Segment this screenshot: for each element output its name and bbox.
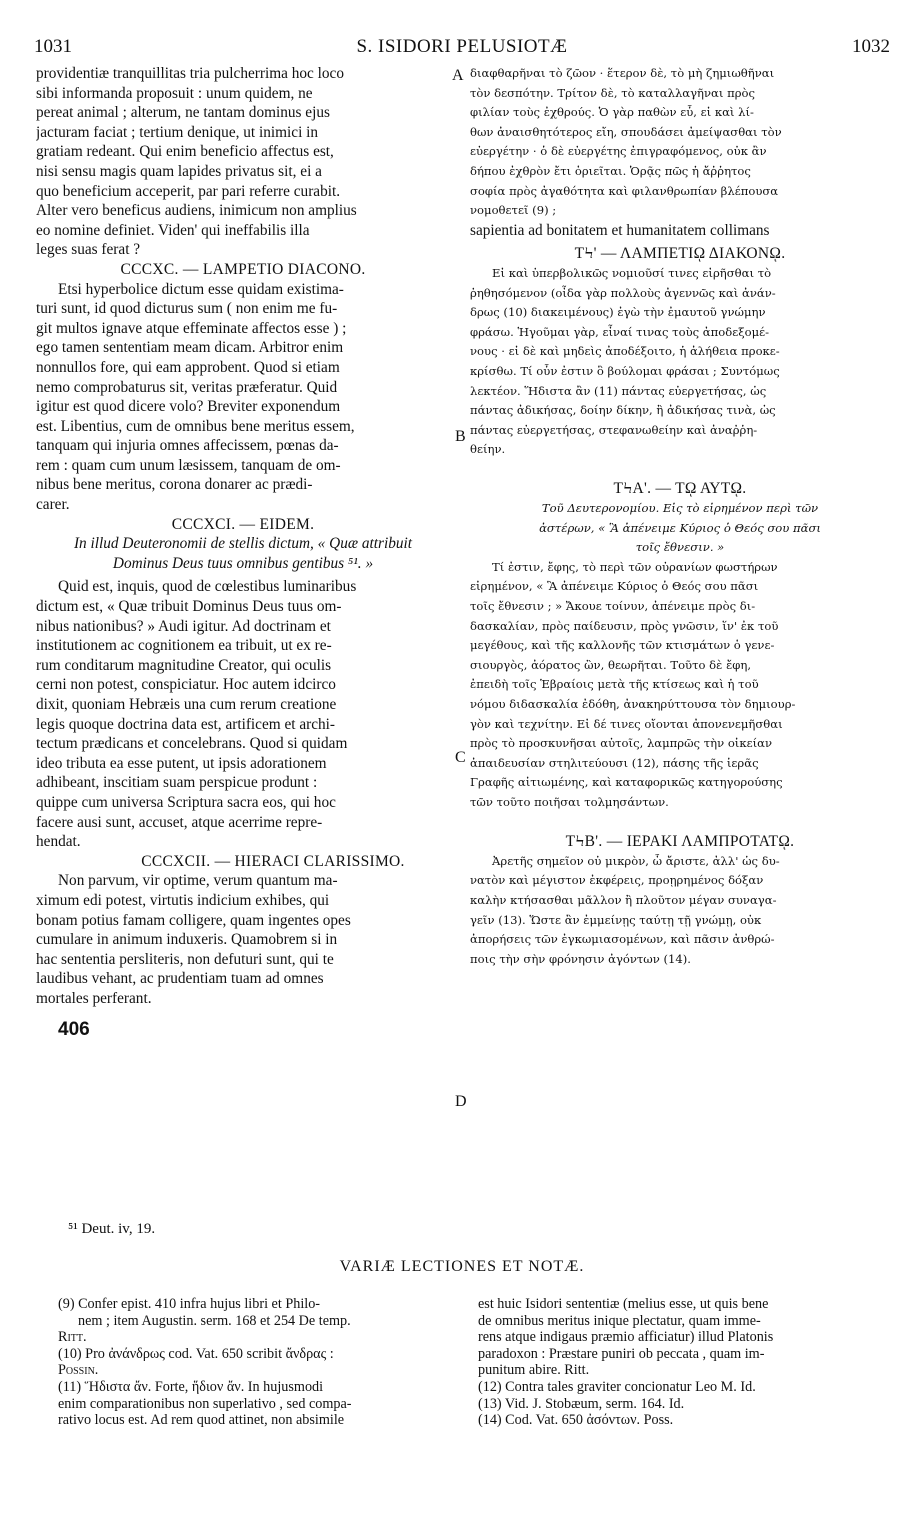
text-line: nisi sensu magis quam lapides privatus sit, ei a [36,162,322,180]
page-number-right: 1032 [852,36,890,57]
greek-391-body [470,558,890,813]
text-line: νατὸν καὶ μέγιστον ἐκφέρεις, προῃρημένος δόξαν [470,873,764,888]
text-line: νομοθετεῖ (9) ; [470,203,557,218]
text-line: cerni non potest, conspiciatur. Hoc autem idcirco [36,676,336,694]
notes-left-column [58,1296,458,1429]
text-line: sibi informanda proposuit : unum quidem, ne [36,84,313,102]
text-line: σιουργὸς, ἀόρατος ὢν, θεωρῆται. Τοῦτο δὲ ἔφη, [470,657,752,672]
latin-intro [36,64,450,260]
note-line: paradoxon : Præstare puniri ob peccata , quam im- [478,1345,765,1362]
text-line: εὐεργέτην · ὁ δὲ εὐεργέτης ἐπιγραφόμενος, οὐκ ἂν [470,144,767,159]
text-line: τὸν δεσπότην. Τρίτον δὲ, τὸ καταλλαγῆναι πρὸς [470,85,756,100]
margin-letter-b: B [455,428,466,445]
text-line: Τί ἐστιν, ἔφης, τὸ περὶ τῶν οὐρανίων φωστήρων [492,559,778,574]
greek-392-body [470,852,890,970]
page-number-left: 1031 [34,36,72,57]
text-line: gratiam redeant. Qui enim beneficio affectus est, [36,143,334,161]
text-line: tanquam qui injuria omnes affecissem, pœnas da- [36,437,339,455]
text-line: φιλίαν τοὺς ἐχθρούς. Ὁ γὰρ παθὼν εὖ, εἰ καὶ λί- [470,105,754,120]
greek-subtitle-line: Τοῦ Δευτερονομίου. Εἰς τὸ εἰρημένον περὶ τῶν [541,501,819,516]
note-line: Ritt. [58,1329,87,1346]
text-line: hendat. [36,833,81,851]
running-header [34,36,890,60]
text-line: δήπου ἐχθρὸν ἔτι ὁριεῖται. Ὁρᾷς πῶς ἡ ἄῤῥητος [470,163,751,178]
note-line: (12) Contra tales graviter concionatur Leo M. Id. [478,1378,756,1395]
text-line: rem : quam cum unum læsissem, tanquam de om- [36,456,341,474]
note-line: nem ; item Augustin. serm. 168 et 254 De temp. [78,1312,351,1329]
text-line: δασκαλίαν, πρὸς παίδευσιν, πρὸς γνῶσιν, ἵν' ἐκ τοῦ [470,618,779,633]
text-line: hac sententia persliteris, non defuturi sunt, qui te [36,950,334,968]
latin-column [36,64,450,1009]
text-line: bonam potius famam colligere, quam ingentes opes [36,911,351,929]
text-line: legis quoque doctrina data est, artificem et archi- [36,715,336,733]
notes-right-column [478,1296,894,1429]
greek-heading-392: ΤϞΒ'. — ΙΕΡΑΚΙ ΛΑΜΠΡΟΤΑΤῼ. [565,833,795,851]
letter-heading-391: CCCXCI. — EIDEM. [171,515,315,533]
text-line: ἐπειδὴ τοῖς Ἑβραίοις μετὰ τῆς κτίσεως καὶ ἡ τοῦ [470,677,759,692]
text-line: Etsi hyperbolice dictum esse quidam existima- [58,280,344,298]
text-line: est. Libentius, cum de omnibus bene meritus essem, [36,417,355,435]
text-line: Εἰ καὶ ὑπερβολικῶς νομιοῦσί τινες εἰρῆσθαι τὸ [492,265,772,280]
column-number: 406 [58,1019,90,1040]
note-line: est huic Isidori sententiæ (melius esse, ut quis bene [478,1296,769,1312]
greek-heading-391: ΤϞΑ'. — Τῼ ΑΥΤῼ. [613,480,747,498]
text-line: rum conditarum magnitudine Creator, qui oculis [36,656,332,674]
text-line: ποις τὴν σὴν φρόνησιν ἀγόντων (14). [470,951,691,966]
letter-heading-390: CCCXC. — LAMPETIO DIACONO. [120,260,366,278]
text-line: καλὴν κτήσασθαι μᾶλλον ἢ πλοῦτον μέγαν συναγα- [470,892,777,907]
greek-390-body [470,264,890,460]
letter-391-body [36,577,450,851]
letter-392-body [36,871,450,1008]
greek-subtitle-line: ἀστέρων, « Ἃ ἀπένειμε Κύριος ὁ Θεός σου πᾶσι [539,520,821,535]
text-line: δρως (10) διακειμένους) ἐγὼ τὴν ἐμαυτοῦ γνώμην [470,305,766,320]
note-line: (9) Confer epist. 410 infra hujus libri et Philo- [58,1296,321,1312]
text-line: nonnullos fore, qui eam approbent. Quod si etiam [36,358,340,376]
greek-subtitle-line: τοῖς ἔθνεσιν. » [635,540,725,555]
note-line: Possin. [58,1362,99,1379]
text-line: θων ἀναισθητότερος εἴη, σπουδάσει ἀμείψασθαι τὸν [470,124,782,139]
text-line: πάντας ἀδικήσας, δοίην δίκην, ἢ ἀδικήσας τινὰ, ὡς [470,403,776,418]
text-line: γὸν καὶ τεχνίτην. Εἰ δέ τινες οἴονται ἀπονενεμῆσθαι [470,716,783,731]
text-line: νόμου διδασκαλία ἐδόθη, ἀνακηρύττουσα τὸν δημιουρ- [470,697,796,711]
text-line: τοῖς ἔθνεσιν ; » Ἄκουε τοίνυν, ἀπένειμε πρὸς δι- [470,599,756,614]
text-line: mortales perferant. [36,989,152,1007]
margin-letter-c: C [455,749,466,766]
footnote: ⁵¹ Deut. iv, 19. [68,1221,156,1237]
text-line: igitur est quod dicere volo? Breviter exponendum [36,398,341,416]
text-line: Non parvum, vir optime, verum quantum ma- [58,872,338,890]
text-line: adhibeant, inscitiam suam perspicue produnt : [36,774,318,792]
note-line: rativo locus est. Ad rem quod attinet, non absimile [58,1412,345,1429]
text-line: σοφία πρὸς ἀγαθότητα καὶ φιλανθρωπίαν βλέπουσα [470,183,779,198]
text-line: leges suas ferat ? [36,241,141,259]
text-line: quo beneficium acceperit, par pari referre curabit. [36,182,341,200]
text-line: nemo comprobaturus sit, veritas præferatur. Quid [36,378,338,396]
text-line: git multos ignave atque effeminate affectos esse ) ; [36,319,347,337]
greek-intro [470,64,890,240]
greek-heading-390: ΤϞ' — ΛΑΜΠΕΤΙῼ ΔΙΑΚΟΝῼ. [574,245,786,263]
note-line: rens atque indigaus præmio afficiatur) illud Platonis [478,1329,774,1346]
text-line: sapientia ad bonitatem et humanitatem collimans [470,221,770,239]
text-line: Quid est, inquis, quod de cœlestibus luminaribus [58,578,357,596]
text-line: quippe cum universa Scriptura sacra eos, qui hoc [36,793,336,811]
note-line: (13) Vid. J. Stobæum, serm. 164. Id. [478,1395,685,1412]
greek-column [470,64,890,969]
text-line: nibus bene meritus, corona donarer ac prædi- [36,476,313,494]
text-line: tectum prædicans et concelebrans. Quod si quidam [36,735,348,753]
running-title: S. ISIDORI PELUSIOTÆ [356,36,568,57]
text-line: ideo tributa ea esse putent, ut ipsis adorationem [36,754,327,772]
note-line: (10) Pro ἀνάνδρως cod. Vat. 650 scribit ἄνδρας : [58,1345,334,1362]
note-line: de omnibus meritus inique plectatur, quam imme- [478,1312,761,1329]
text-line: Alter vero beneficus audiens, inimicum non amplius [36,202,357,220]
text-line: ἀπαιδευσίαν στηλιτεύουσι (12), πάσης τῆς ἱερᾶς [470,755,759,770]
letter-390-body [36,280,450,515]
note-line: (11) Ἥδιστα ἄν. Forte, ἥδιον ἄν. In hujusmodi [58,1378,324,1395]
text-line: carer. [36,496,70,514]
text-line: dixit, quoniam Hebræis una cum rerum creatione [36,696,337,713]
text-line: eo nomine definiet. Viden' qui ineffabilis illa [36,221,310,239]
text-line: pereat animal ; alterum, ne tantam dominus ejus [36,104,330,122]
text-line: laudibus vehant, ac prudentiam tuam ad omnes [36,970,324,988]
text-line: γεῖν (13). Ὥστε ἂν ἐμμείνῃς ταύτῃ τῇ γνώμῃ, οὐκ [470,912,762,927]
text-line: λεκτέον. Ἥδιστα ἂν (11) πάντας εὐεργετήσας, ὡς [470,383,767,398]
text-line: ῥηθησόμενον (οἶδα γὰρ πολλοὺς ἀγεννῶς καὶ ἀνάν- [470,285,776,300]
text-line: ἀπορήσεις τῶν ἐγκωμιασομένων, καὶ πᾶσιν ἀνθρώ- [470,932,775,947]
text-line: ego tamen sententiam meam dicam. Arbitror enim [36,339,344,357]
text-line: ximum edi potest, virtutis indicium exhibes, qui [36,891,330,909]
text-line: cumulare in animum induxeris. Quamobrem si in [36,931,338,949]
text-line: πρὸς τὸ προσκυνῆσαι αὐτοῖς, λαμπρῶς τὴν οἰκείαν [470,736,773,751]
text-line: dictum est, « Quæ tribuit Dominus Deus tuus om- [36,598,342,616]
margin-letter-a: A [452,67,464,84]
text-line: providentiæ tranquillitas tria pulcherrima hoc loco [36,65,344,82]
letter-heading-392: CCCXCII. — HIERACI CLARISSIMO. [141,852,405,870]
note-line: (14) Cod. Vat. 650 ἀσόντων. Poss. [478,1412,674,1429]
text-line: πάντας εὐεργετήσας, στεφανωθείην καὶ ἀναῤῥη- [470,422,758,437]
note-line: punitum abire. Ritt. [478,1362,590,1379]
margin-letter-d: D [455,1093,467,1110]
text-line: κρίσθω. Τί οὖν ἐστιν ὃ βούλομαι φράσαι ; Συντόμως [470,363,780,378]
text-line: εἰρημένον, « Ἃ ἀπένειμε Κύριος ὁ Θεός σου πᾶσι [470,579,759,594]
note-line: enim comparationibus non superlativo , sed compa- [58,1395,352,1412]
text-line: Ἀρετῆς σημεῖον οὐ μικρὸν, ὦ ἄριστε, ἀλλ' ὡς δυ- [492,853,780,868]
text-line: διαφθαρῆναι τὸ ζῶον · ἕτερον δὲ, τὸ μὴ ζημιωθῆναι [470,66,775,80]
text-line: turi sunt, id quod dicturus sum ( non enim me fu- [36,300,338,318]
text-line: facere ausi sunt, accuset, atque acerrime repre- [36,813,323,831]
text-line: institutionem ac cognitionem ea tribuit, ut ex re- [36,637,332,655]
text-line: jacturam faciat ; tertium denique, ut inimici in [36,123,319,141]
letter-subtitle-line: Dominus Deus tuus omnibus gentibus ⁵¹. » [112,554,374,572]
letter-subtitle-line: In illud Deuteronomii de stellis dictum, « Quæ attribuit [73,535,413,553]
notes-title: VARIÆ LECTIONES ET NOTÆ. [339,1258,585,1275]
text-line: φράσω. Ἡγοῦμαι γὰρ, εἶναί τινας τοὺς ἀποδεξομέ- [470,324,770,339]
text-line: Γραφῆς αἰτιωμένης, καὶ καταφορικῶς κατηγορούσης [470,775,783,790]
text-line: νους · εἰ δὲ καὶ μηδεὶς ἀποδέξοιτο, ἡ ἀλήθεια προκε- [470,344,780,359]
text-line: θείην. [470,442,506,457]
text-line: τῶν τοῦτο ποιῆσαι τολμησάντων. [470,794,669,809]
text-line: μεγέθους, καὶ τῆς καλλονῆς τῶν κτισμάτων ὁ γενε- [470,638,775,653]
text-line: nibus nationibus? » Audi igitur. Ad doctrinam et [36,617,331,635]
